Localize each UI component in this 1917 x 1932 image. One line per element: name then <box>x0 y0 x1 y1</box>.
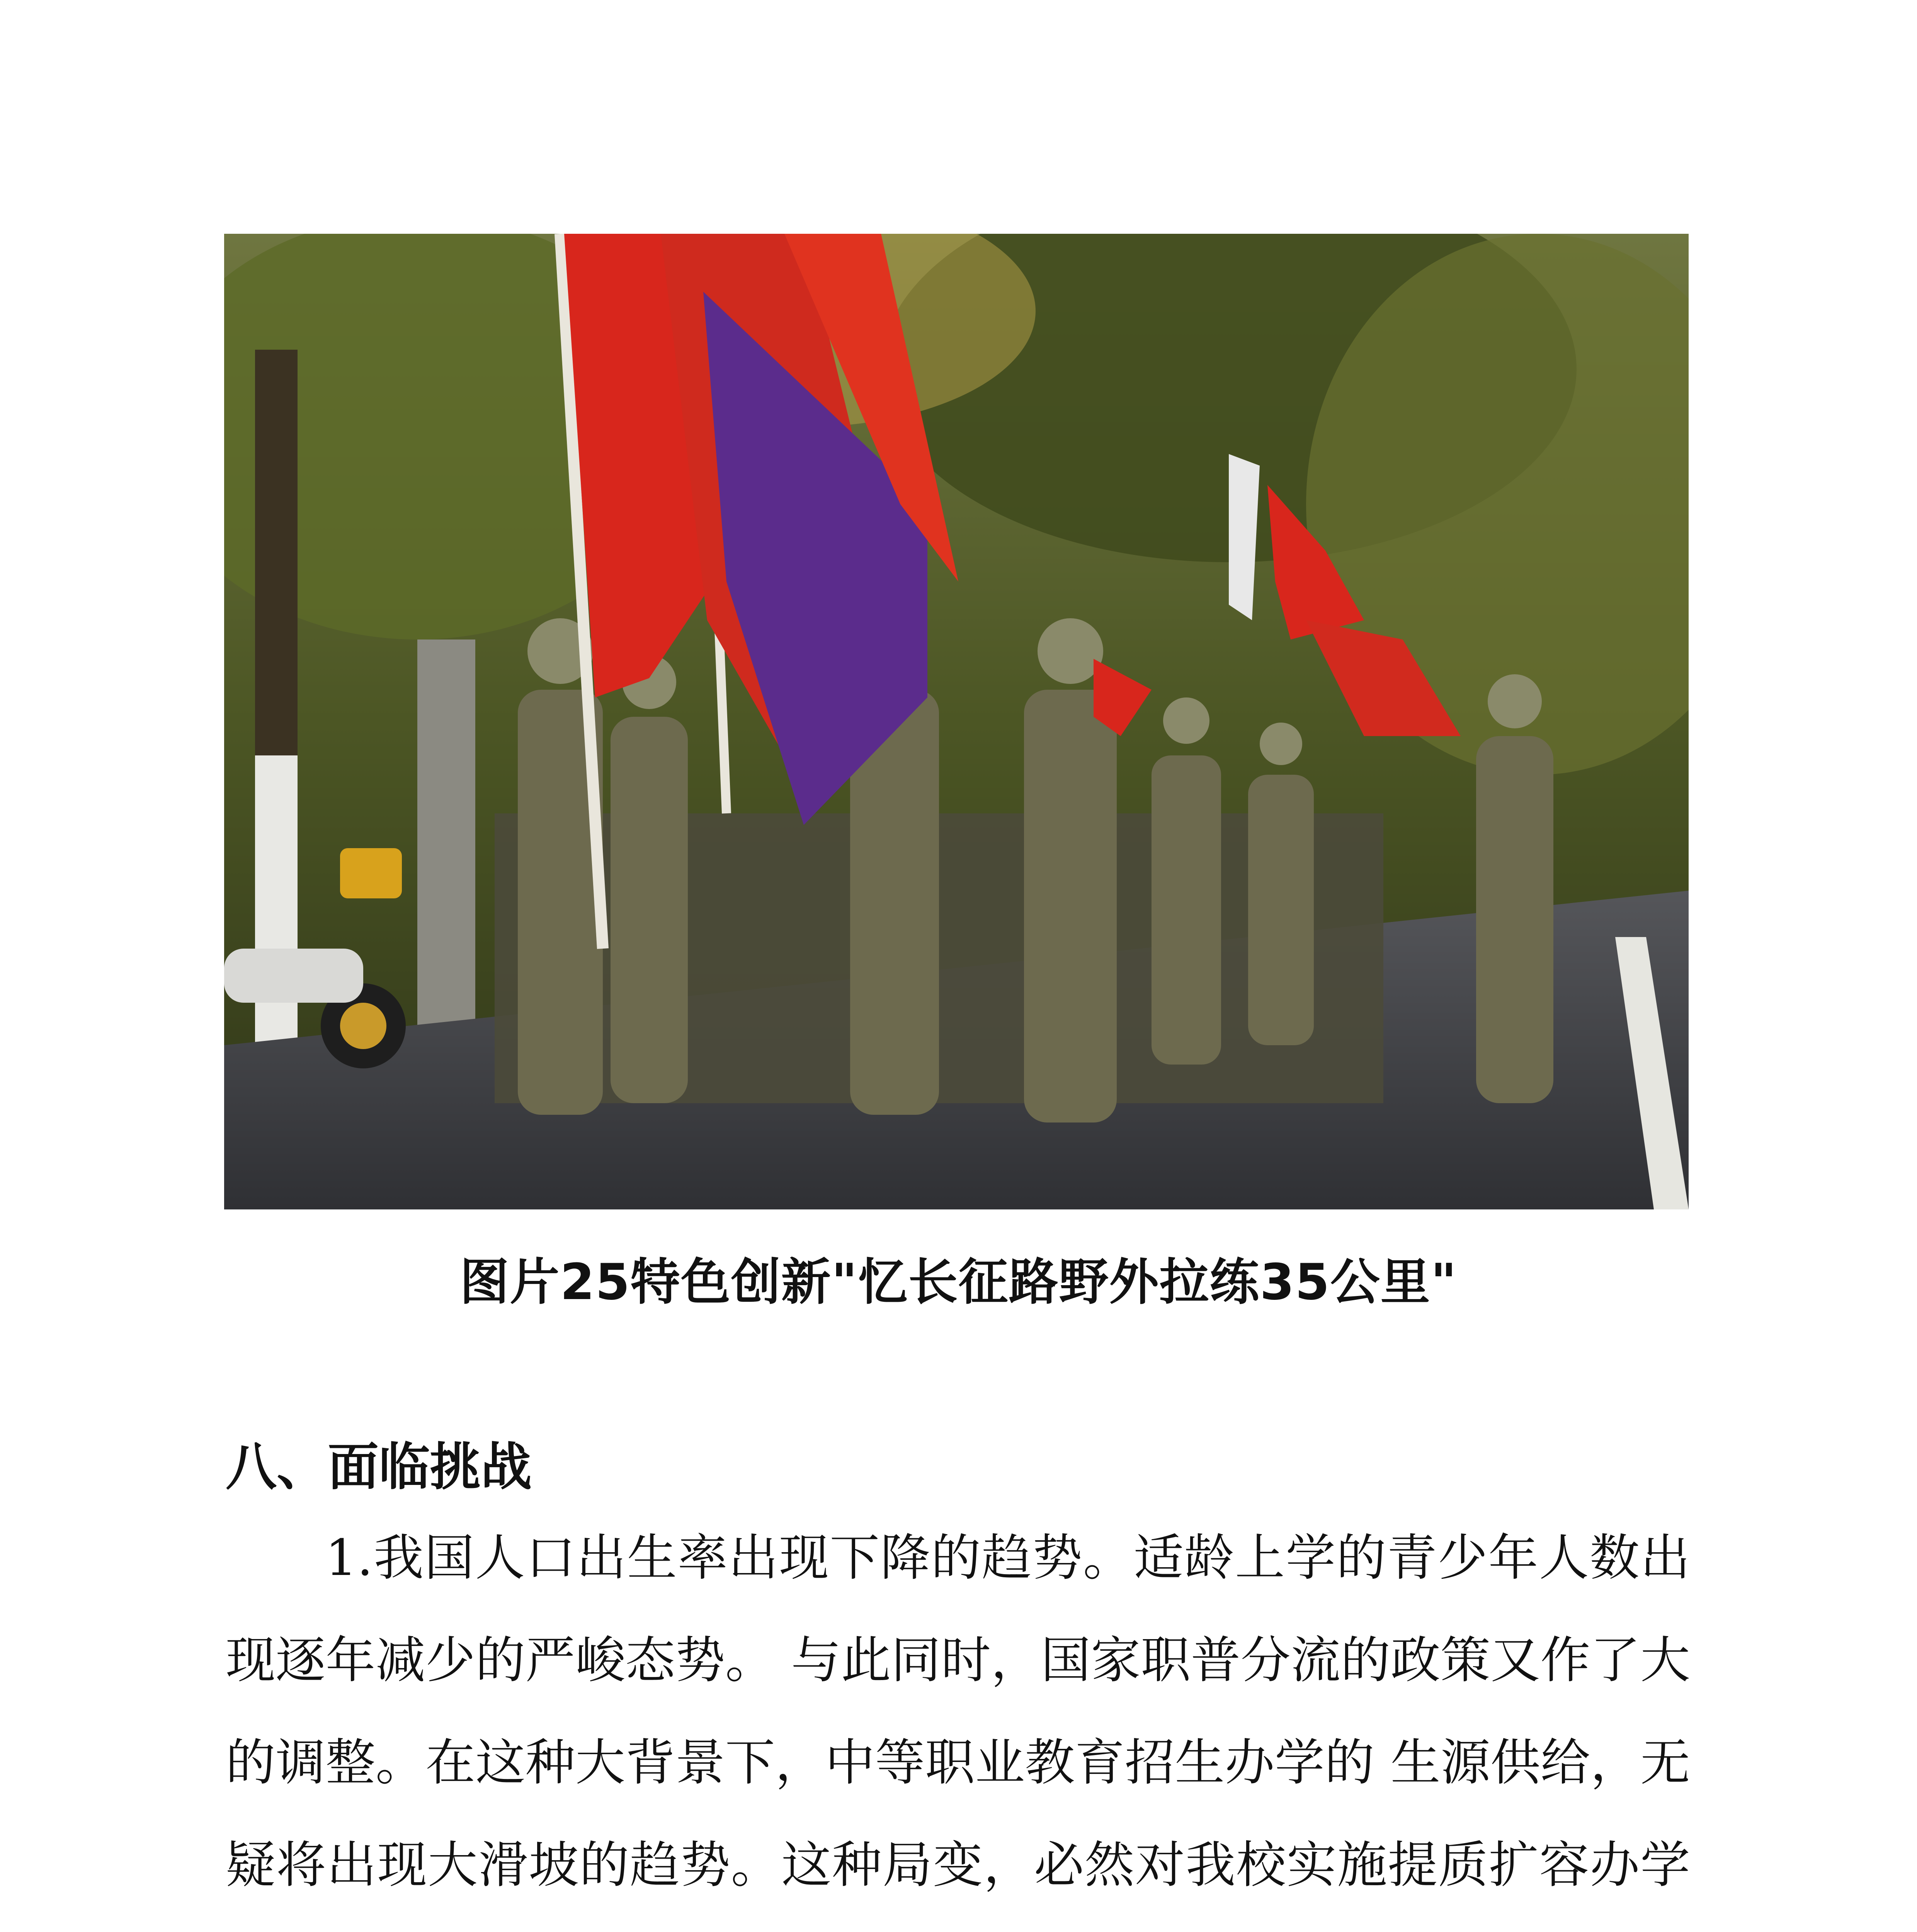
paragraph-1: 1.我国人口出生率出现下降的趋势。适龄上学的青少年人数出现逐年减少的严峻态势。 与此同时，国家职普分流的政策又作了大的调整。在这种大背景下，中等职业教育招生办学的 生源供给，无疑将出现大滑坡的趋势。这种局变，必然对我校实施提质扩容办学 <box>226 1529 1690 1894</box>
figure-caption: 图片25特色创新"忆长征路野外拉练35公里" <box>459 1253 1458 1311</box>
section-heading: 八、面临挑战 <box>226 1437 532 1497</box>
marching-photo-illustration <box>224 234 1689 1209</box>
figure-photo <box>224 234 1689 1209</box>
